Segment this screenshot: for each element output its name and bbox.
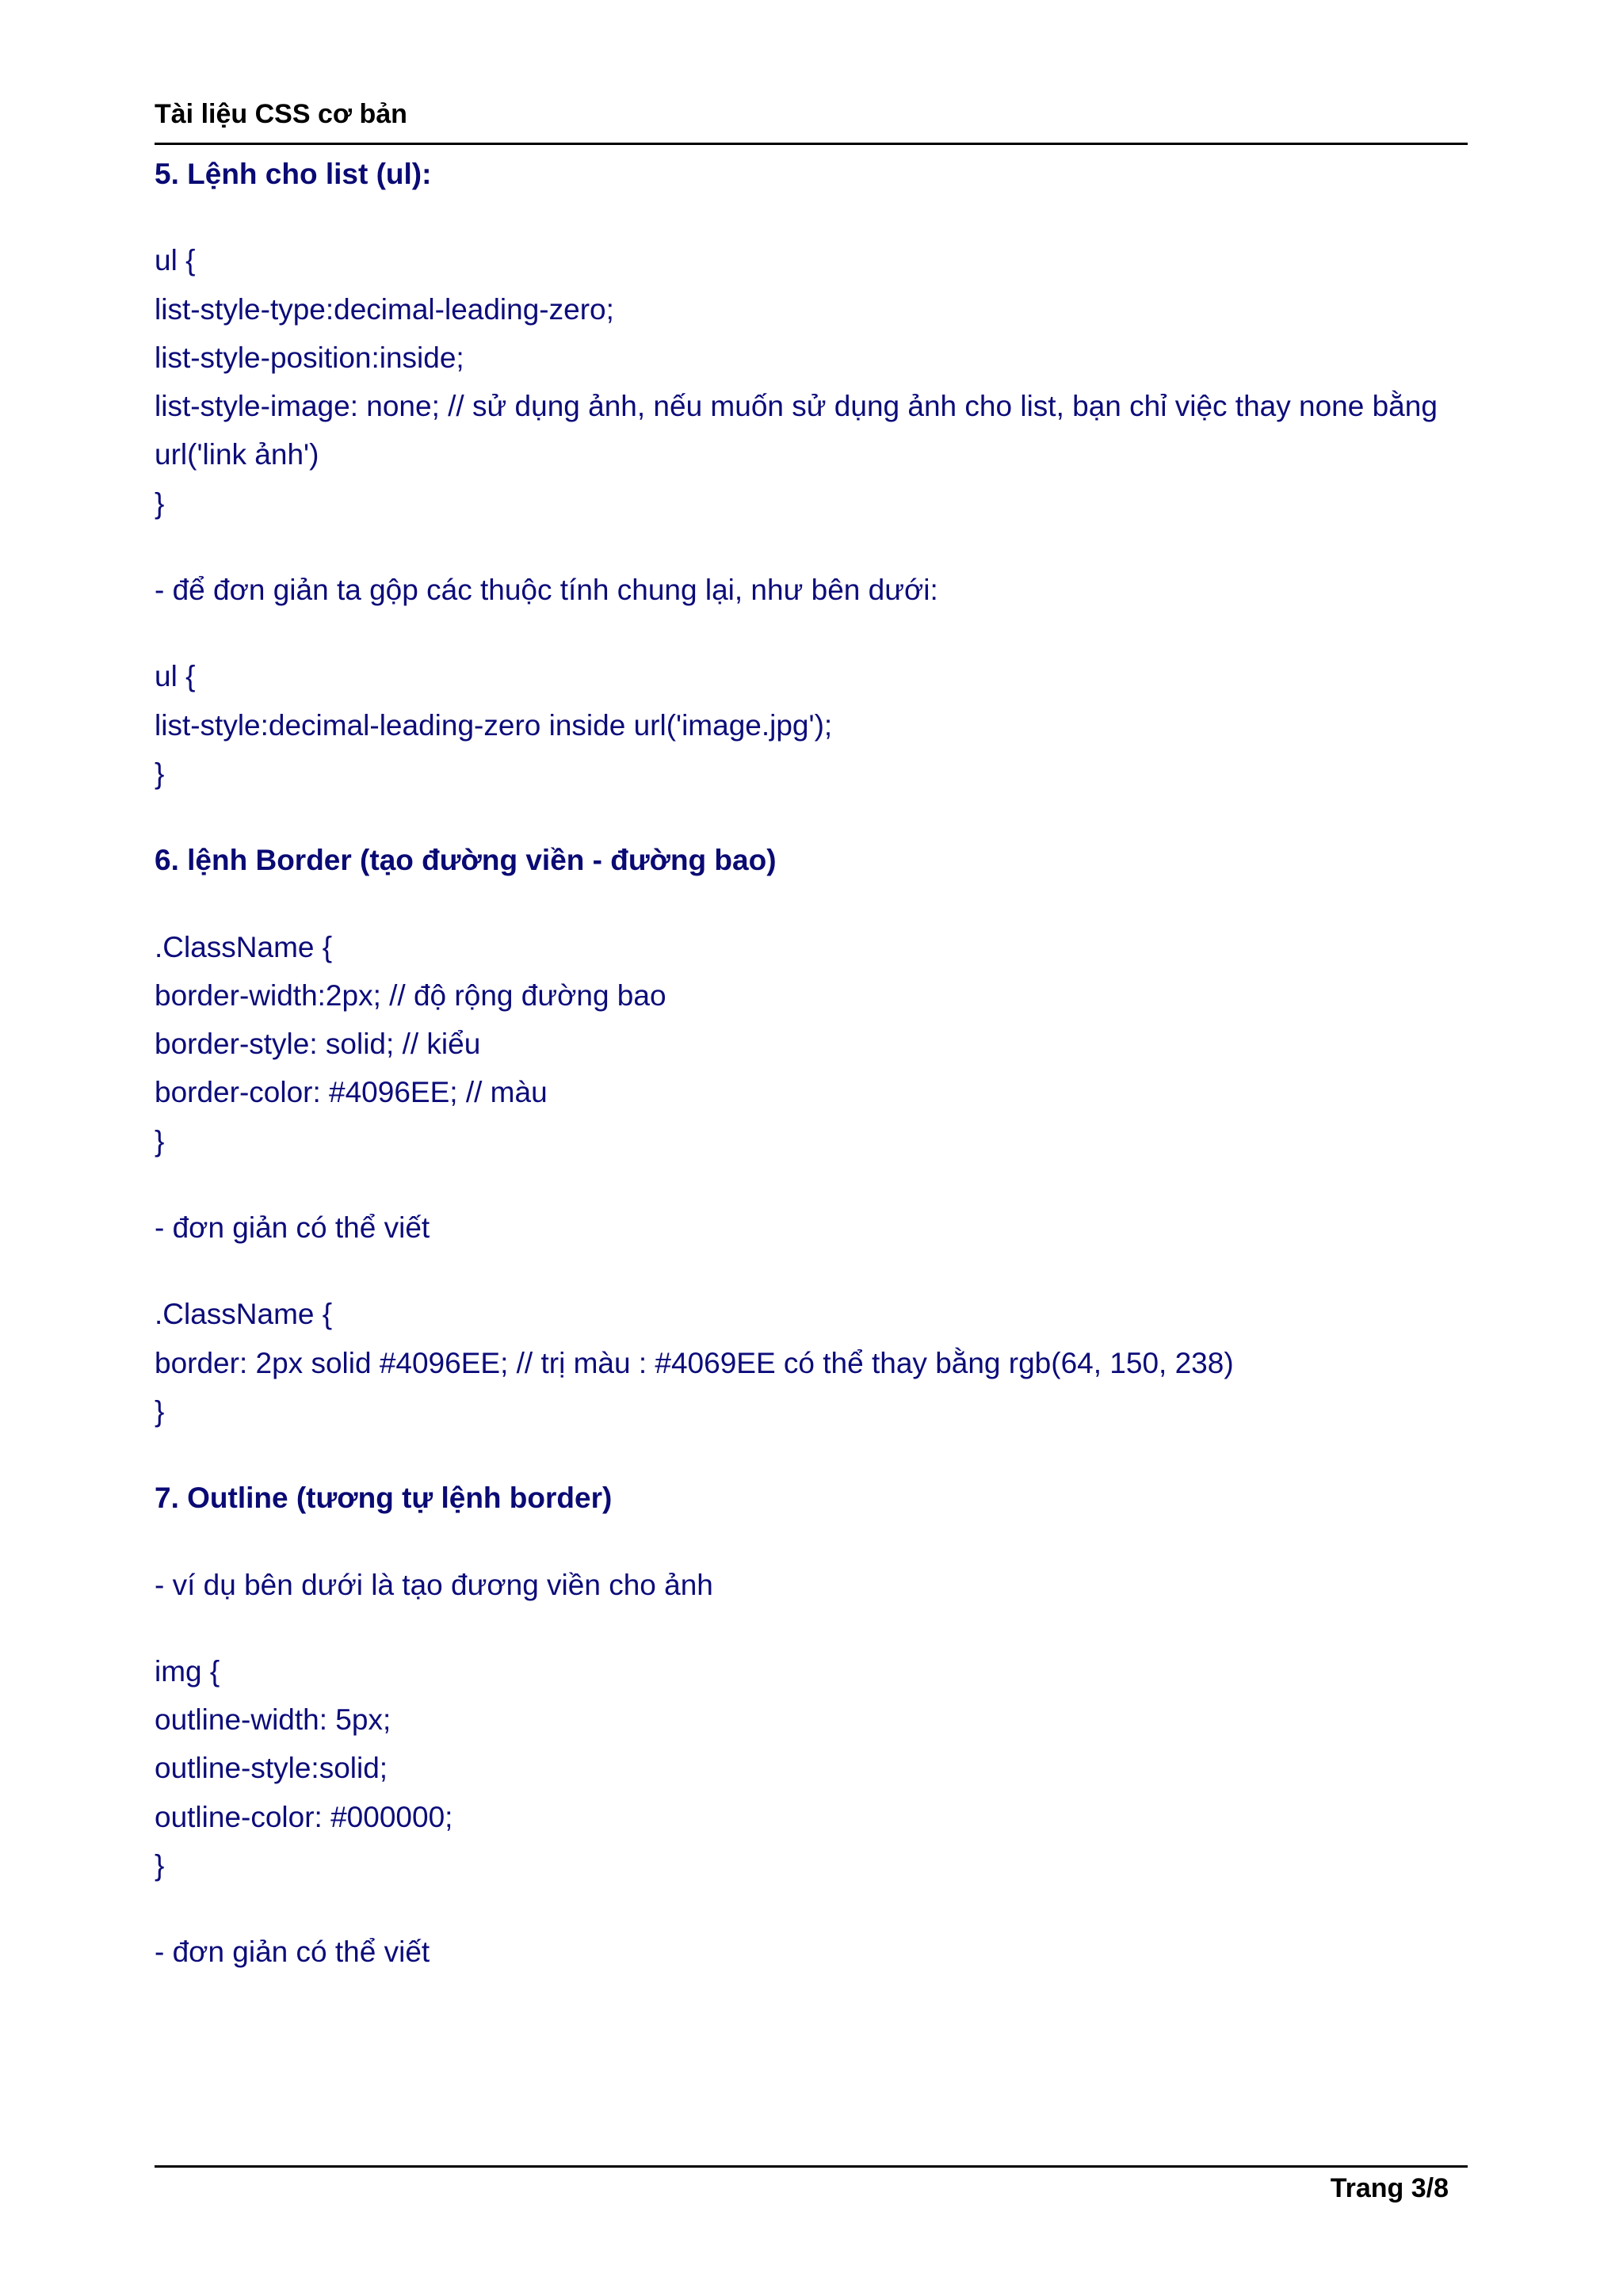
note-text: - ví dụ bên dưới là tạo đương viền cho ảnh <box>155 1568 713 1601</box>
code-line: border: 2px solid #4096EE; // trị màu : #4069EE có thể thay bằng rgb(64, 150, 238) <box>155 1346 1234 1379</box>
code-line: outline-style:solid; <box>155 1752 388 1785</box>
section-5-heading: 5. Lệnh cho list (ul): <box>155 158 432 190</box>
spacer <box>155 198 1494 236</box>
code-line: list-style-position:inside; <box>155 341 464 374</box>
code-line: outline-width: 5px; <box>155 1703 391 1737</box>
spacer <box>155 614 1494 652</box>
code-line: list-style:decimal-leading-zero inside url('image.jpg'); <box>155 708 833 742</box>
spacer <box>155 1890 1494 1928</box>
spacer <box>155 1252 1494 1290</box>
spacer <box>155 1523 1494 1561</box>
section-7-heading: 7. Outline (tương tự lệnh border) <box>155 1482 613 1515</box>
code-line: } <box>155 1394 165 1428</box>
code-line: border-color: #4096EE; // màu <box>155 1076 548 1109</box>
spacer <box>155 885 1494 923</box>
page-header-title: Tài liệu CSS cơ bản <box>155 99 407 129</box>
footer-divider <box>155 2165 1468 2168</box>
code-line: img { <box>155 1654 220 1688</box>
note-text: - đơn giản có thể viết <box>155 1211 430 1245</box>
code-line: list-style-image: none; // sử dụng ảnh, nếu muốn sử dụng ảnh cho list, bạn chỉ việc thay none bằng <box>155 390 1438 423</box>
code-line: list-style-type:decimal-leading-zero; <box>155 292 614 326</box>
code-line: url('link ảnh') <box>155 438 319 471</box>
code-line: .ClassName { <box>155 1298 333 1331</box>
note-text: - đơn giản có thể viết <box>155 1936 430 1969</box>
section-6-heading: 6. lệnh Border (tạo đường viền - đường bao) <box>155 844 777 877</box>
page-content <box>155 150 1494 1977</box>
note-text: - để đơn giản ta gộp các thuộc tính chung lại, như bên dưới: <box>155 574 938 607</box>
code-line: } <box>155 1124 165 1158</box>
page-number: Trang 3/8 <box>1330 2173 1449 2203</box>
code-line: } <box>155 757 165 790</box>
spacer <box>155 1609 1494 1647</box>
code-line: border-width:2px; // độ rộng đường bao <box>155 978 666 1012</box>
spacer <box>155 1436 1494 1474</box>
code-line: } <box>155 1849 165 1882</box>
header-divider <box>155 143 1468 145</box>
spacer <box>155 798 1494 836</box>
spacer <box>155 528 1494 566</box>
code-line: outline-color: #000000; <box>155 1800 453 1833</box>
code-line: border-style: solid; // kiểu <box>155 1028 481 1061</box>
code-line: ul { <box>155 244 196 277</box>
code-line: } <box>155 486 165 520</box>
code-line: ul { <box>155 660 196 693</box>
spacer <box>155 1165 1494 1203</box>
code-line: .ClassName { <box>155 930 333 963</box>
